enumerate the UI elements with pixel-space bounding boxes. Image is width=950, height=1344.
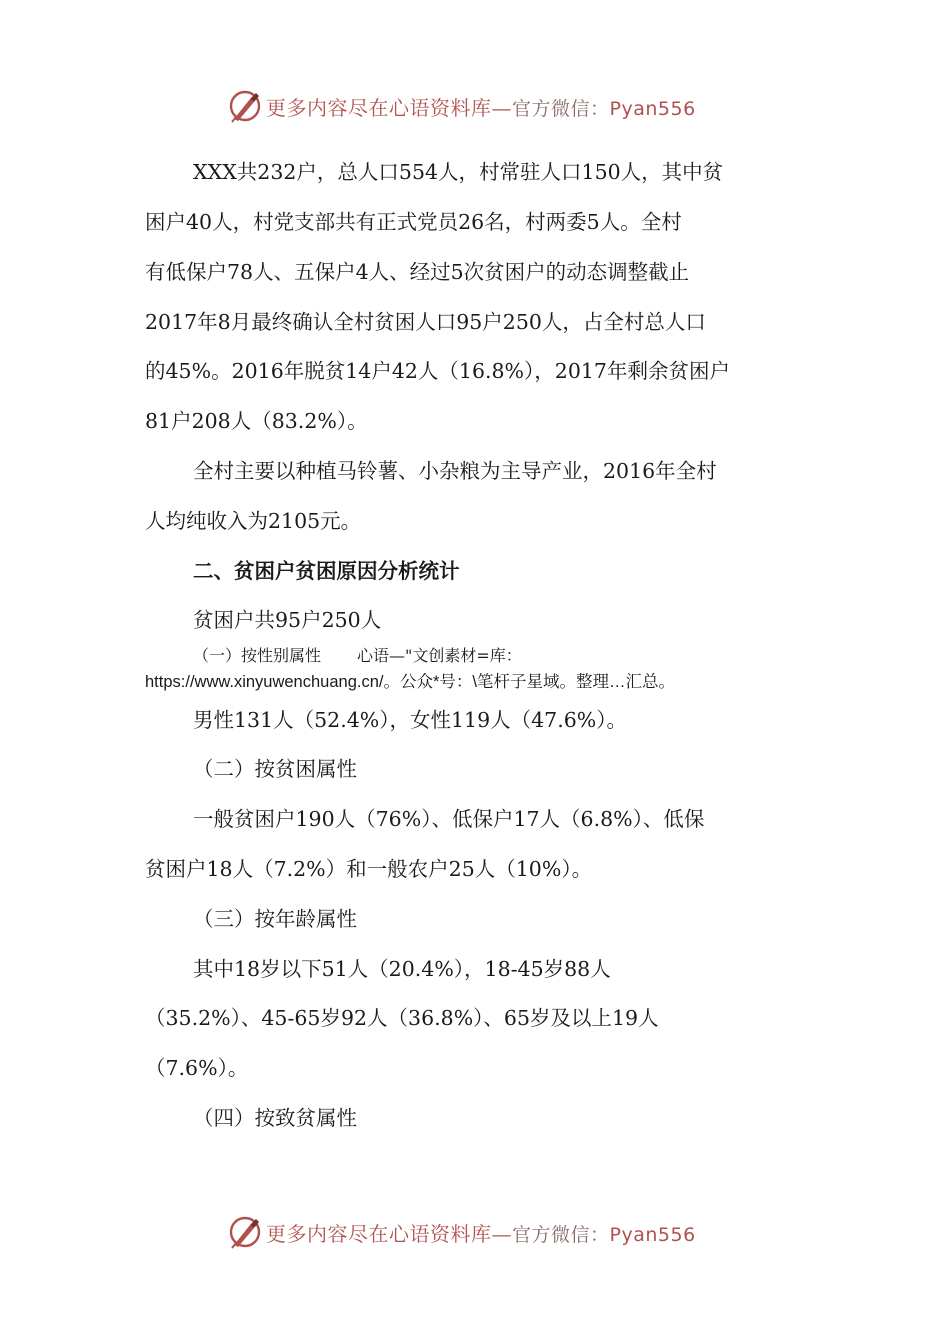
paragraph-line: 2017年8月最终确认全村贫困人口95户250人，占全村总人口 xyxy=(145,310,706,334)
paragraph-line: 人均纯收入为2105元。 xyxy=(145,509,362,533)
pen-logo-icon xyxy=(228,89,262,123)
paragraph-line: （35.2%）、45-65岁92人（36.8%）、65岁及以上19人 xyxy=(145,1006,659,1030)
section-title: 二、贫困户贫困原因分析统计 xyxy=(193,559,460,583)
paragraph-line: 全村主要以种植马铃薯、小杂粮为主导产业，2016年全村 xyxy=(193,459,717,483)
pen-logo-icon xyxy=(228,1215,262,1249)
subsection-title: （二）按贫困属性 xyxy=(193,757,357,781)
paragraph-line: 男性131人（52.4%），女性119人（47.6%）。 xyxy=(193,708,628,732)
paragraph-line: 81户208人（83.2%）。 xyxy=(145,409,368,433)
paragraph-line: XXX共232户，总人口554人，村常驻人口150人，其中贫 xyxy=(193,160,724,184)
paragraph-line: 有低保户78人、五保户4人、经过5次贫困户的动态调整截止 xyxy=(145,260,690,284)
subsection-title: （四）按致贫属性 xyxy=(193,1106,357,1130)
paragraph-line: 贫困户18人（7.2%）和一般农户25人（10%）。 xyxy=(145,857,593,881)
watermark-url: https://www.xinyuwenchuang.cn/。公众*号：\笔杆子星域。整理…汇总。 xyxy=(145,673,675,691)
watermark-text: 心语—"文创素材=库： xyxy=(357,646,522,665)
footer-banner xyxy=(228,1212,748,1252)
paragraph-line: 其中18岁以下51人（20.4%），18-45岁88人 xyxy=(193,957,611,981)
paragraph-line: （7.6%）。 xyxy=(145,1056,249,1080)
footer-banner-text: 更多内容尽在心语资料库—官方微信：Pyan556 xyxy=(266,1221,696,1246)
paragraph-line: 困户40人，村党支部共有正式党员26名，村两委5人。全村 xyxy=(145,210,682,234)
paragraph-line: 的45%。2016年脱贫14户42人（16.8%），2017年剩余贫困户 xyxy=(145,359,730,383)
header-banner xyxy=(228,86,748,126)
subsection-title: （三）按年龄属性 xyxy=(193,907,357,931)
paragraph-line: 贫困户共95户250人 xyxy=(193,608,382,632)
header-banner-text: 更多内容尽在心语资料库—官方微信：Pyan556 xyxy=(266,95,696,120)
paragraph-line: 一般贫困户190人（76%）、低保户17人（6.8%）、低保 xyxy=(193,807,705,831)
subsection-title: （一）按性别属性 心语—"文创素材=库： xyxy=(193,646,522,665)
